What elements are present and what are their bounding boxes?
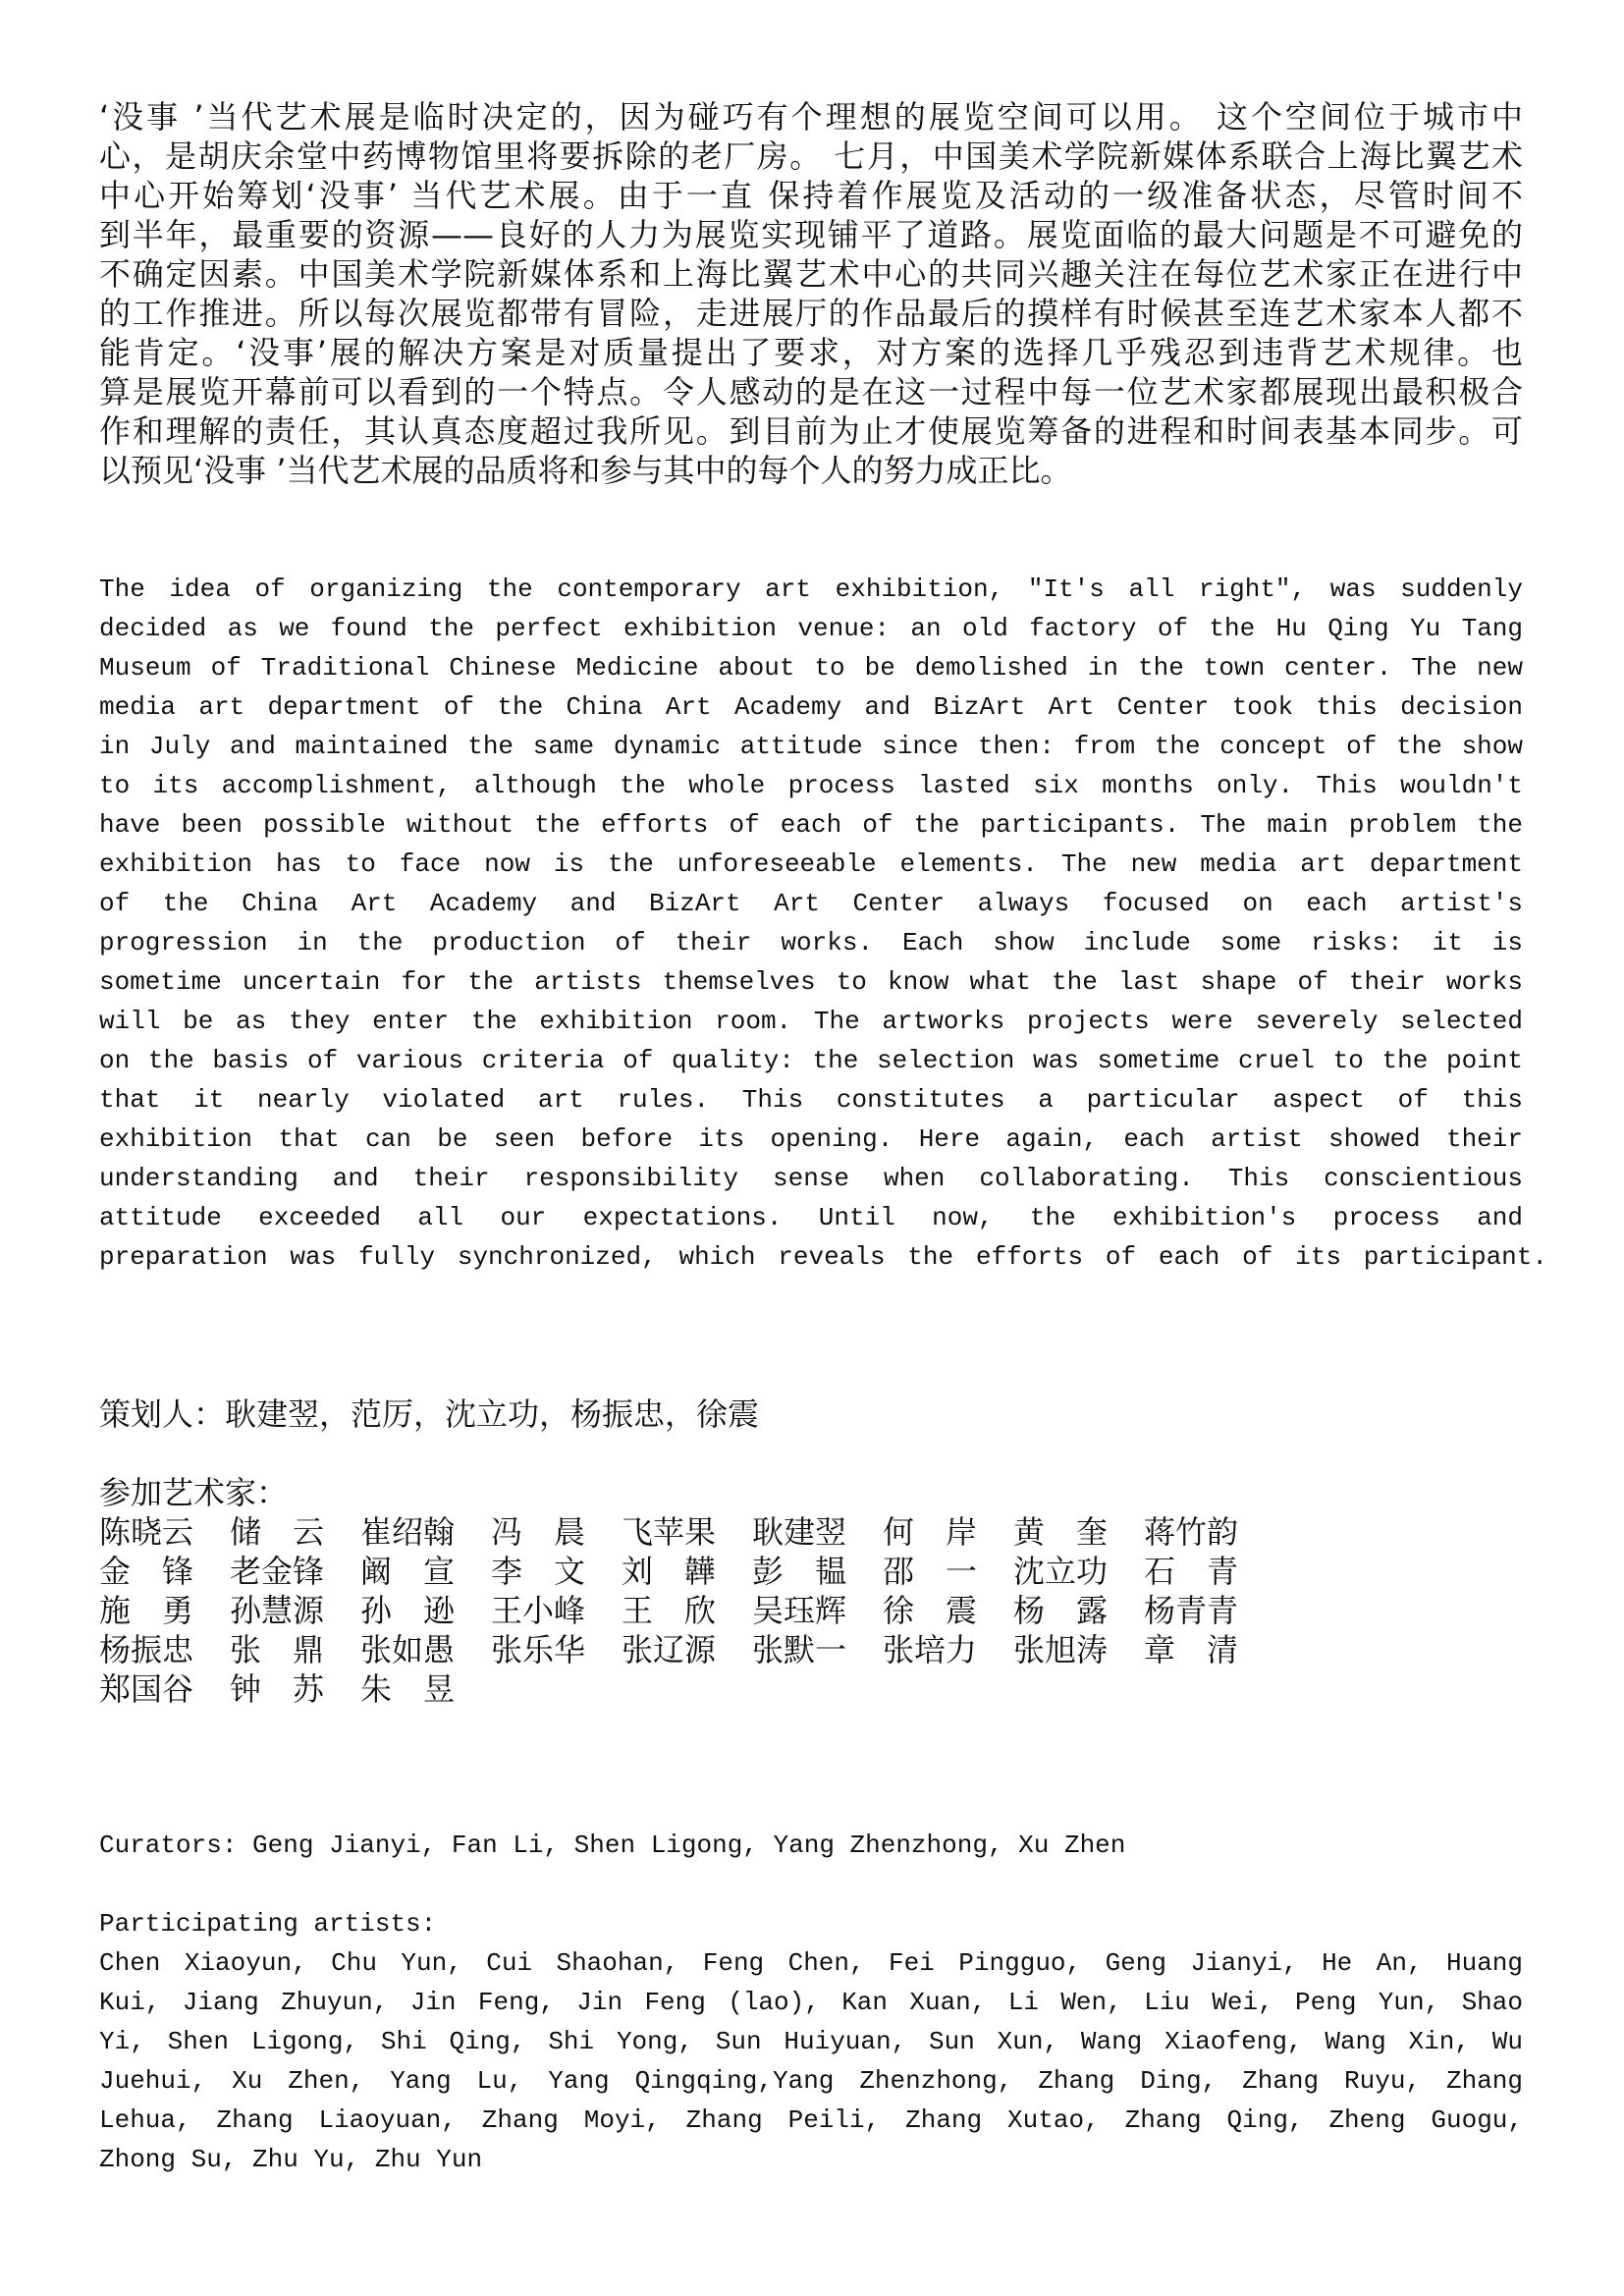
artist-name: 冯 晨 (491, 1513, 586, 1551)
text-line: Chen Xiaoyun, Chu Yun, Cui Shaohan, Feng Chen, Fei Pingguo, Geng Jianyi, He An, Huang (99, 1948, 1523, 1978)
artists-chinese-grid (99, 1512, 1523, 1709)
artist-name: 郑国谷 (99, 1670, 194, 1708)
artist-name: 张辽源 (622, 1631, 717, 1668)
text-line: of the China Art Academy and BizArt Art Center always focused on each artist's (99, 889, 1523, 918)
text-line: Juehui, Xu Zhen, Yang Lu, Yang Qingqing,Yang Zhenzhong, Zhang Ding, Zhang Ruyu, Zhang (99, 2066, 1523, 2096)
text-line: exhibition has to face now is the unforeseeable elements. The new media art department (99, 849, 1523, 879)
english-intro-paragraph (99, 570, 1547, 1277)
text-line: 算是展览开幕前可以看到的一个特点。令人感动的是在这一过程中每一位艺术家都展现出最积极合 (99, 373, 1523, 410)
text-line: exhibition that can be seen before its opening. Here again, each artist showed their (99, 1124, 1523, 1154)
text-line: Kui, Jiang Zhuyun, Jin Feng, Jin Feng (lao), Kan Xuan, Li Wen, Liu Wei, Peng Yun, Shao (99, 1988, 1523, 2017)
artist-name: 蒋竹韵 (1144, 1513, 1239, 1551)
text-line: The idea of organizing the contemporary art exhibition, "It's all right", was suddenly (99, 574, 1523, 604)
artist-name: 飞苹果 (622, 1513, 717, 1551)
artists-english-list (99, 1943, 1523, 2179)
artist-name: 黄 奎 (1013, 1513, 1109, 1551)
text-line: Zhong Su, Zhu Yu, Zhu Yun (99, 2145, 483, 2174)
text-line: have been possible without the efforts of each of the participants. The main problem the (99, 810, 1523, 840)
artist-row (99, 1512, 1523, 1552)
artist-name: 刘 韡 (622, 1553, 717, 1590)
artist-name: 张如愚 (360, 1631, 456, 1668)
artist-name: 杨 露 (1013, 1592, 1109, 1629)
text-line: 不确定因素。中国美术学院新媒体系和上海比翼艺术中心的共同兴趣关注在每位艺术家正在进行中 (99, 255, 1523, 293)
curators-english: Curators: Geng Jianyi, Fan Li, Shen Ligong, Yang Zhenzhong, Xu Zhen (99, 1831, 1126, 1860)
artist-name: 张默一 (752, 1631, 847, 1668)
artist-name: 崔绍翰 (360, 1513, 456, 1551)
artists-chinese-label: 参加艺术家： (99, 1474, 289, 1511)
text-line: progression in the production of their works. Each show include some risks: it is (99, 928, 1523, 957)
curators-chinese: 策划人：耿建翌，范厉，沈立功，杨振忠，徐震 (99, 1395, 760, 1433)
artist-name: 彭 韫 (752, 1553, 847, 1590)
artist-name: 吴珏辉 (752, 1592, 847, 1629)
artist-row (99, 1591, 1523, 1630)
text-line: 到半年，最重要的资源——良好的人力为展览实现铺平了道路。展览面临的最大问题是不可避免的 (99, 216, 1523, 253)
artist-name: 沈立功 (1013, 1553, 1109, 1590)
text-line: 以预见‘没事 ’当代艺术展的品质将和参与其中的每个人的努力成正比。 (99, 452, 1072, 489)
artist-name: 章 清 (1144, 1631, 1239, 1668)
text-line: sometime uncertain for the artists themselves to know what the last shape of their works (99, 967, 1523, 997)
chinese-intro-paragraph (99, 97, 1523, 490)
text-line: on the basis of various criteria of quality: the selection was sometime cruel to the point (99, 1046, 1523, 1075)
text-line: Yi, Shen Ligong, Shi Qing, Shi Yong, Sun Huiyuan, Sun Xun, Wang Xiaofeng, Wang Xin, Wu (99, 2027, 1523, 2056)
artist-name: 王小峰 (491, 1592, 586, 1629)
artist-name: 朱 昱 (360, 1670, 456, 1708)
artist-name: 杨青青 (1144, 1592, 1239, 1629)
text-line: understanding and their responsibility sense when collaborating. This conscientious (99, 1164, 1523, 1193)
artist-name: 孙慧源 (230, 1592, 325, 1629)
artist-name: 王 欣 (622, 1592, 717, 1629)
text-line: will be as they enter the exhibition room. The artworks projects were severely selected (99, 1007, 1523, 1036)
text-line: preparation was fully synchronized, which reveals the efforts of each of its participant. (99, 1242, 1547, 1272)
text-line: that it nearly violated art rules. This constitutes a particular aspect of this (99, 1085, 1523, 1115)
artist-name: 张乐华 (491, 1631, 586, 1668)
artist-name: 张培力 (883, 1631, 978, 1668)
artist-name: 李 文 (491, 1553, 586, 1590)
artist-name: 徐 震 (883, 1592, 978, 1629)
artist-name: 石 青 (1144, 1553, 1239, 1590)
artist-name: 老金锋 (230, 1553, 325, 1590)
artist-name: 孙 逊 (360, 1592, 456, 1629)
artist-name: 邵 一 (883, 1553, 978, 1590)
artist-name: 金 锋 (99, 1553, 194, 1590)
artist-name: 张 鼎 (230, 1631, 325, 1668)
artist-name: 杨振忠 (99, 1631, 194, 1668)
artist-name: 阚 宣 (360, 1553, 456, 1590)
text-line: 心，是胡庆余堂中药博物馆里将要拆除的老厂房。 七月，中国美术学院新媒体系联合上海比翼艺术 (99, 137, 1523, 175)
text-line: decided as we found the perfect exhibition venue: an old factory of the Hu Qing Yu Tang (99, 614, 1523, 643)
text-line: Lehua, Zhang Liaoyuan, Zhang Moyi, Zhang Peili, Zhang Xutao, Zhang Qing, Zheng Guogu, (99, 2105, 1523, 2135)
artist-name: 何 岸 (883, 1513, 978, 1551)
artist-row (99, 1669, 1523, 1709)
text-line: media art department of the China Art Academy and BizArt Art Center took this decision (99, 692, 1523, 722)
text-line: 作和理解的责任，其认真态度超过我所见。到目前为止才使展览筹备的进程和时间表基本同步。可 (99, 412, 1523, 450)
artist-name: 施 勇 (99, 1592, 194, 1629)
artist-name: 耿建翌 (752, 1513, 847, 1551)
text-line: attitude exceeded all our expectations. Until now, the exhibition's process and (99, 1203, 1523, 1232)
artist-name: 储 云 (230, 1513, 325, 1551)
artists-english-label: Participating artists: (99, 1909, 437, 1939)
text-line: 能肯定。‘没事’展的解决方案是对质量提出了要求，对方案的选择几乎残忍到违背艺术规律。也 (99, 334, 1523, 371)
artist-row (99, 1552, 1523, 1591)
artist-name: 陈晓云 (99, 1513, 194, 1551)
text-line: 中心开始筹划‘没事’ 当代艺术展。由于一直 保持着作展览及活动的一级准备状态，尽管时间不 (99, 177, 1523, 214)
text-line: in July and maintained the same dynamic attitude since then: from the concept of the show (99, 732, 1523, 761)
artist-name: 张旭涛 (1013, 1631, 1109, 1668)
text-line: to its accomplishment, although the whole process lasted six months only. This wouldn't (99, 771, 1523, 800)
text-line: Museum of Traditional Chinese Medicine about to be demolished in the town center. The new (99, 653, 1523, 683)
text-line: ‘没事 ’当代艺术展是临时决定的，因为碰巧有个理想的展览空间可以用。 这个空间位于城市中 (99, 98, 1523, 136)
artist-name: 钟 苏 (230, 1670, 325, 1708)
text-line: 的工作推进。所以每次展览都带有冒险，走进展厅的作品最后的摸样有时候甚至连艺术家本人都不 (99, 295, 1523, 332)
artist-row (99, 1630, 1523, 1669)
